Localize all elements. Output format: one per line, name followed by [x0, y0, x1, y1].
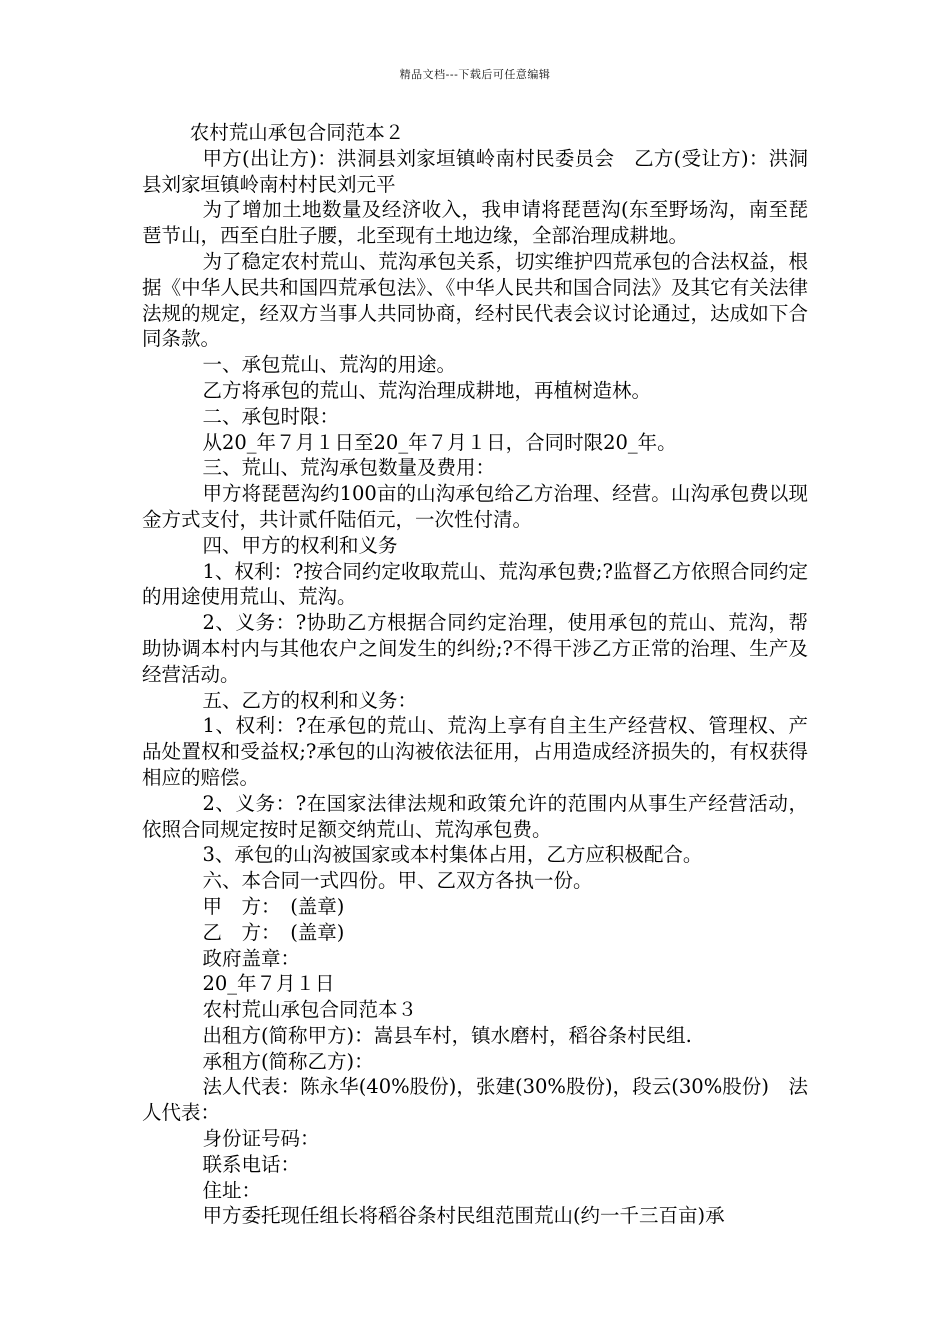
preamble-paragraph: 为了稳定农村荒山、荒沟承包关系，切实维护四荒承包的合法权益，根据《中华人民共和国四荒承包法》、《中华人民共和国合同法》及其它有关法律法规的规定，经双方当事人共同协商，经村民代表会议讨论通过，达成如下合同条款。 — [142, 249, 808, 351]
paragraph: 3、承包的山沟被国家或本村集体占用，乙方应积极配合。 — [202, 843, 703, 867]
section-heading: 二、承包时限： — [202, 404, 339, 428]
paragraph: 甲方将琵琶沟约100亩的山沟承包给乙方治理、经营。山沟承包费以现金方式支付，共计贰仟陆佰元，一次性付清。 — [142, 482, 808, 531]
paragraph: 乙方将承包的荒山、荒沟治理成耕地，再植树造林。 — [202, 378, 651, 402]
government-seal-line: 政府盖章： — [202, 946, 300, 970]
section-heading: 一、承包荒山、荒沟的用途。 — [202, 353, 456, 377]
section-heading: 四、甲方的权利和义务 — [202, 533, 398, 557]
parties-paragraph: 甲方(出让方)：洪洞县刘家垣镇岭南村民委员会 乙方(受让方)：洪洞县刘家垣镇岭南村村民刘元平 — [142, 146, 808, 196]
paragraph: 六、本合同一式四份。甲、乙双方各执一份。 — [202, 869, 593, 893]
id-number-line: 身份证号码： — [202, 1127, 320, 1151]
contract-title-3: 农村荒山承包合同范本３ — [202, 998, 417, 1022]
document-body — [142, 120, 808, 1229]
paragraph: 2、义务：?在国家法律法规和政策允许的范围内从事生产经营活动，依照合同规定按时足额交纳荒山、荒沟承包费。 — [142, 791, 808, 841]
address-line: 住址： — [202, 1178, 261, 1202]
legal-representative-paragraph: 法人代表：陈永华(40%股份)，张建(30%股份)，段云(30%股份) 法人代表： — [142, 1075, 808, 1125]
paragraph: 1、权利：?在承包的荒山、荒沟上享有自主生产经营权、管理权、产品处置权和受益权;?承包的山沟被依法征用，占用造成经济损失的，有权获得相应的赔偿。 — [142, 714, 808, 789]
signature-line-party-a: 甲 方： (盖章) — [202, 894, 345, 918]
paragraph: 甲方委托现任组长将稻谷条村民组范围荒山(约一千三百亩)承 — [202, 1204, 725, 1228]
paragraph: 2、义务：?协助乙方根据合同约定治理，使用承包的荒山、荒沟，帮助协调本村内与其他农户之间发生的纠纷;?不得干涉乙方正常的治理、生产及经营活动。 — [142, 611, 808, 686]
section-heading: 五、乙方的权利和义务： — [202, 688, 417, 712]
purpose-paragraph: 为了增加土地数量及经济收入，我申请将琵琶沟(东至野场沟，南至琵琶节山，西至白肚子腰，北至现有土地边缘，全部治理成耕地。 — [142, 198, 808, 248]
contract-title-2: 农村荒山承包合同范本２ — [189, 121, 405, 144]
page-header: 精品文档---下载后可任意编辑 — [399, 68, 551, 81]
section-heading: 三、荒山、荒沟承包数量及费用： — [202, 456, 495, 480]
date-line: 20_年７月１日 — [202, 972, 335, 996]
lessee-line: 承租方(简称乙方)： — [202, 1049, 374, 1073]
phone-line: 联系电话： — [202, 1152, 300, 1176]
lessor-line: 出租方(简称甲方)：嵩县车村，镇水磨村，稻谷条村民组. — [202, 1023, 692, 1047]
paragraph: 从20_年７月１日至20_年７月１日，合同时限20_年。 — [202, 430, 677, 454]
paragraph: 1、权利：?按合同约定收取荒山、荒沟承包费;?监督乙方依照合同约定的用途使用荒山、荒沟。 — [142, 559, 808, 609]
signature-line-party-b: 乙 方： (盖章) — [202, 920, 345, 944]
